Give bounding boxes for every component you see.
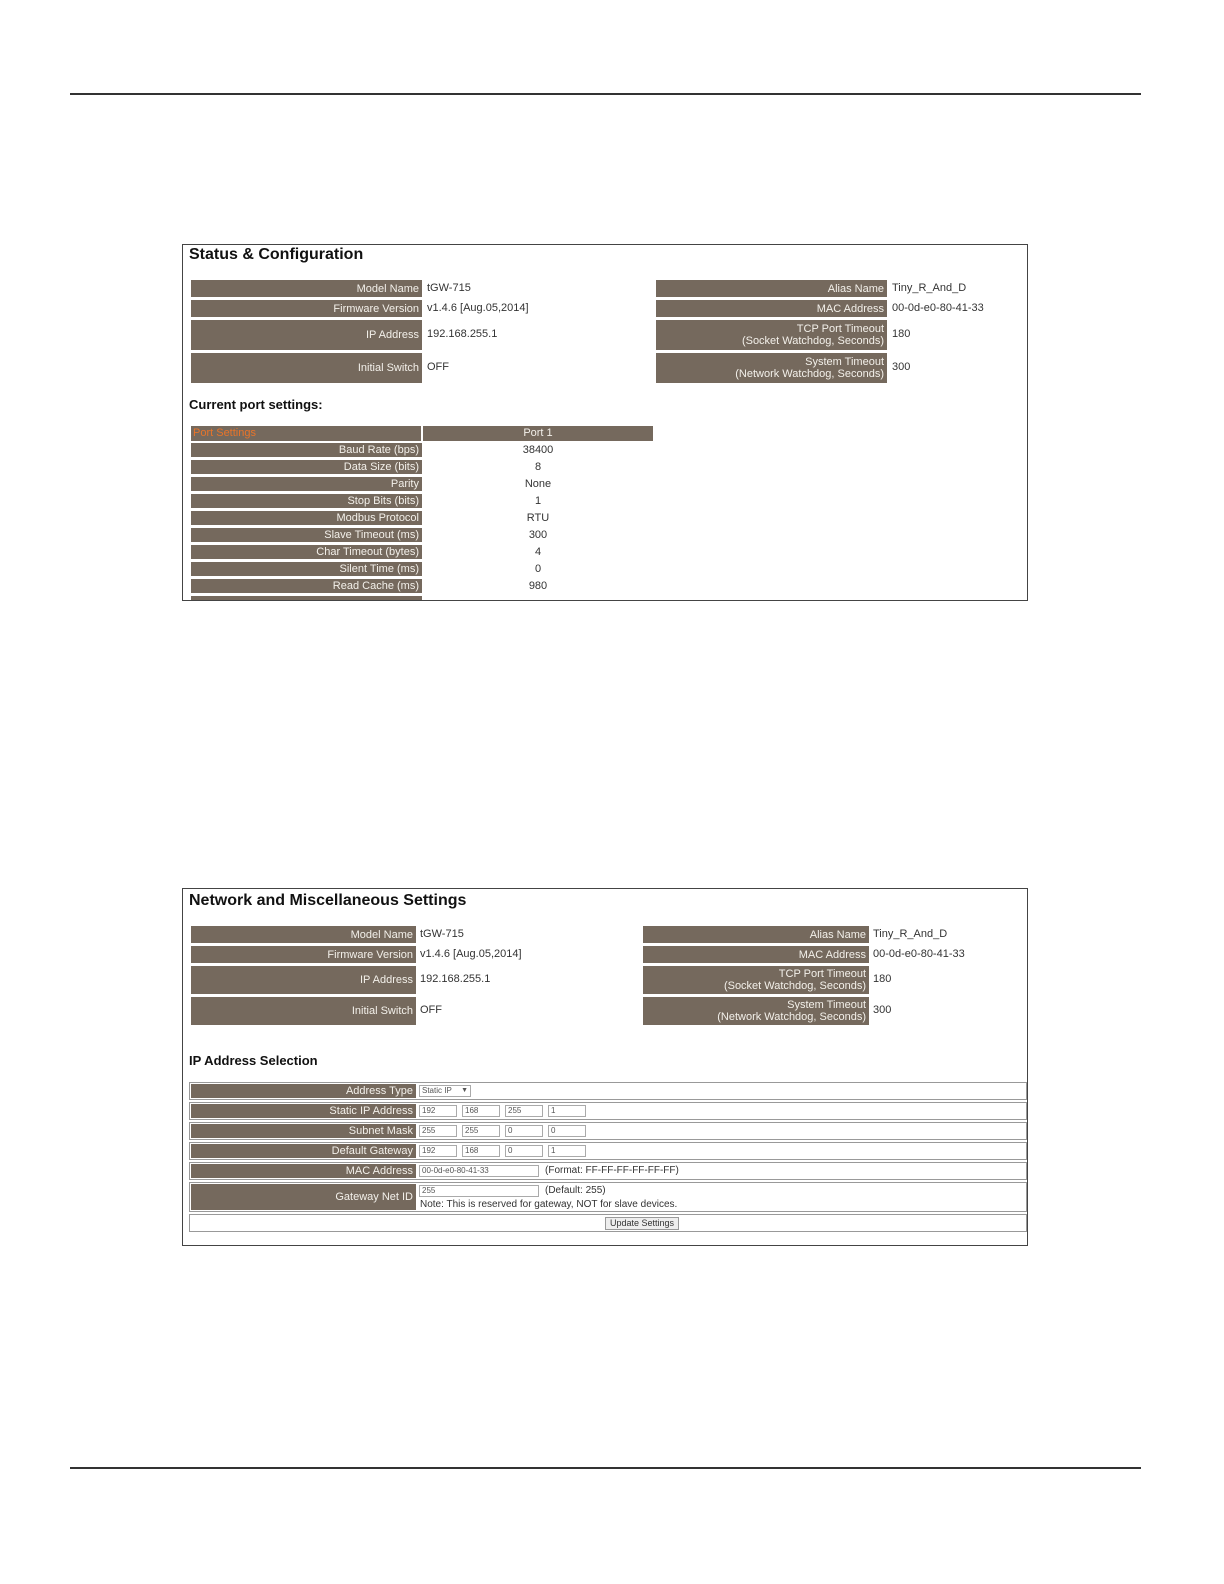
model-name-label: Model Name bbox=[191, 280, 422, 297]
system-timeout-label bbox=[656, 353, 887, 383]
firmware-version-value: v1.4.6 [Aug.05,2014] bbox=[427, 302, 529, 314]
read-cache-value: 980 bbox=[528, 580, 548, 592]
initial-switch-label: Initial Switch bbox=[191, 997, 416, 1025]
gateway-octet-3[interactable]: 0 bbox=[505, 1145, 543, 1157]
mac-address-field-label: MAC Address bbox=[191, 1164, 416, 1178]
tcp-port-timeout-label-line1: TCP Port Timeout bbox=[796, 323, 884, 335]
panel-title: Network and Miscellaneous Settings bbox=[189, 892, 467, 909]
alias-name-value: Tiny_R_And_D bbox=[892, 282, 967, 294]
gateway-net-id-default: (Default: 255) bbox=[545, 1185, 606, 1196]
port-1-header: Port 1 bbox=[423, 426, 653, 441]
system-timeout-label-line1: System Timeout bbox=[787, 999, 866, 1011]
mac-address-input[interactable]: 00-0d-e0-80-41-33 bbox=[419, 1165, 539, 1177]
tcp-port-timeout-label-line1: TCP Port Timeout bbox=[778, 968, 866, 980]
alias-name-label bbox=[643, 926, 869, 943]
mac-format-note: (Format: FF-FF-FF-FF-FF-FF) bbox=[545, 1165, 679, 1176]
firmware-version-label: Firmware Version bbox=[191, 946, 416, 963]
subnet-octet-2[interactable]: 255 bbox=[462, 1125, 500, 1137]
address-type-label: Address Type bbox=[191, 1084, 416, 1098]
ip-address-label: IP Address bbox=[191, 966, 416, 994]
header-rule bbox=[70, 93, 1141, 95]
tcp-port-timeout-label bbox=[656, 320, 887, 350]
static-ip-octet-2[interactable]: 168 bbox=[462, 1105, 500, 1117]
system-timeout-value: 300 bbox=[873, 1004, 892, 1016]
parity-value: None bbox=[524, 478, 552, 490]
baud-rate-value: 38400 bbox=[522, 444, 554, 456]
tcp-port-timeout-label bbox=[643, 966, 869, 994]
stop-bits-value: 1 bbox=[534, 495, 542, 507]
subnet-mask-label: Subnet Mask bbox=[191, 1124, 416, 1138]
silent-time-value: 0 bbox=[534, 563, 542, 575]
ip-address-value: 192.168.255.1 bbox=[427, 328, 498, 340]
firmware-version-label: Firmware Version bbox=[191, 300, 422, 317]
gateway-octet-1[interactable]: 192 bbox=[419, 1145, 457, 1157]
static-ip-octet-3[interactable]: 255 bbox=[505, 1105, 543, 1117]
modbus-protocol-label: Modbus Protocol bbox=[191, 511, 422, 525]
system-timeout-label-line2: (Network Watchdog, Seconds) bbox=[735, 368, 884, 380]
alias-name-label bbox=[656, 280, 887, 297]
default-gateway-label: Default Gateway bbox=[191, 1144, 416, 1158]
gateway-net-id-input[interactable]: 255 bbox=[419, 1185, 539, 1197]
network-settings-panel bbox=[182, 888, 1028, 1246]
subnet-octet-4[interactable]: 0 bbox=[548, 1125, 586, 1137]
mac-address-label bbox=[643, 946, 869, 963]
gateway-net-id-label: Gateway Net ID bbox=[191, 1184, 416, 1210]
model-name-value: tGW-715 bbox=[420, 928, 464, 940]
tcp-port-timeout-value: 180 bbox=[873, 973, 892, 985]
current-port-settings-title: Current port settings: bbox=[189, 397, 323, 412]
subnet-octet-1[interactable]: 255 bbox=[419, 1125, 457, 1137]
parity-label: Parity bbox=[191, 477, 422, 491]
mac-address-value: 00-0d-e0-80-41-33 bbox=[892, 302, 984, 314]
system-timeout-value: 300 bbox=[892, 361, 911, 373]
baud-rate-label: Baud Rate (bps) bbox=[191, 443, 422, 457]
alias-name-label-text: Alias Name bbox=[827, 282, 884, 295]
initial-switch-value: OFF bbox=[427, 361, 449, 373]
chevron-down-icon: ▼ bbox=[461, 1087, 468, 1094]
status-configuration-panel bbox=[182, 244, 1028, 601]
tcp-port-timeout-value: 180 bbox=[892, 328, 911, 340]
ip-address-selection-title: IP Address Selection bbox=[189, 1053, 318, 1068]
tcp-port-timeout-label-line2: (Socket Watchdog, Seconds) bbox=[741, 335, 884, 347]
gateway-octet-4[interactable]: 1 bbox=[548, 1145, 586, 1157]
update-settings-button[interactable]: Update Settings bbox=[605, 1217, 679, 1230]
address-type-selected: Static IP bbox=[422, 1086, 452, 1095]
slave-timeout-label: Slave Timeout (ms) bbox=[191, 528, 422, 542]
mac-address-value: 00-0d-e0-80-41-33 bbox=[873, 948, 965, 960]
model-name-label: Model Name bbox=[191, 926, 416, 943]
system-timeout-label bbox=[643, 997, 869, 1025]
mac-address-label-text: MAC Address bbox=[816, 302, 884, 315]
initial-switch-label: Initial Switch bbox=[191, 353, 422, 383]
silent-time-label: Silent Time (ms) bbox=[191, 562, 422, 576]
panel-title: Status & Configuration bbox=[189, 246, 364, 263]
tcp-port-timeout-label-line2: (Socket Watchdog, Seconds) bbox=[723, 980, 866, 992]
mac-address-label bbox=[656, 300, 887, 317]
static-ip-label: Static IP Address bbox=[191, 1104, 416, 1118]
stop-bits-label: Stop Bits (bits) bbox=[191, 494, 422, 508]
char-timeout-label: Char Timeout (bytes) bbox=[191, 545, 422, 559]
subnet-octet-3[interactable]: 0 bbox=[505, 1125, 543, 1137]
ip-address-label: IP Address bbox=[191, 320, 422, 350]
read-cache-label: Read Cache (ms) bbox=[191, 579, 422, 593]
char-timeout-value: 4 bbox=[534, 546, 542, 558]
model-name-value: tGW-715 bbox=[427, 282, 471, 294]
static-ip-octet-1[interactable]: 192 bbox=[419, 1105, 457, 1117]
system-timeout-label-line2: (Network Watchdog, Seconds) bbox=[717, 1011, 866, 1023]
data-size-value: 8 bbox=[534, 461, 542, 473]
slave-timeout-value: 300 bbox=[528, 529, 548, 541]
gateway-net-id-note: Note: This is reserved for gateway, NOT for slave devices. bbox=[420, 1199, 678, 1210]
data-size-label: Data Size (bits) bbox=[191, 460, 422, 474]
initial-switch-value: OFF bbox=[420, 1004, 442, 1016]
mac-address-label-text: MAC Address bbox=[798, 948, 866, 961]
cutoff-row-label bbox=[191, 596, 422, 601]
static-ip-octet-4[interactable]: 1 bbox=[548, 1105, 586, 1117]
modbus-protocol-value: RTU bbox=[526, 512, 550, 524]
port-settings-header: Port Settings bbox=[191, 426, 421, 441]
gateway-octet-2[interactable]: 168 bbox=[462, 1145, 500, 1157]
footer-rule bbox=[70, 1467, 1141, 1469]
system-timeout-label-line1: System Timeout bbox=[805, 356, 884, 368]
ip-address-value: 192.168.255.1 bbox=[420, 973, 491, 985]
firmware-version-value: v1.4.6 [Aug.05,2014] bbox=[420, 948, 522, 960]
alias-name-label-text: Alias Name bbox=[809, 928, 866, 941]
alias-name-value: Tiny_R_And_D bbox=[873, 928, 948, 940]
address-type-select[interactable] bbox=[419, 1085, 471, 1097]
